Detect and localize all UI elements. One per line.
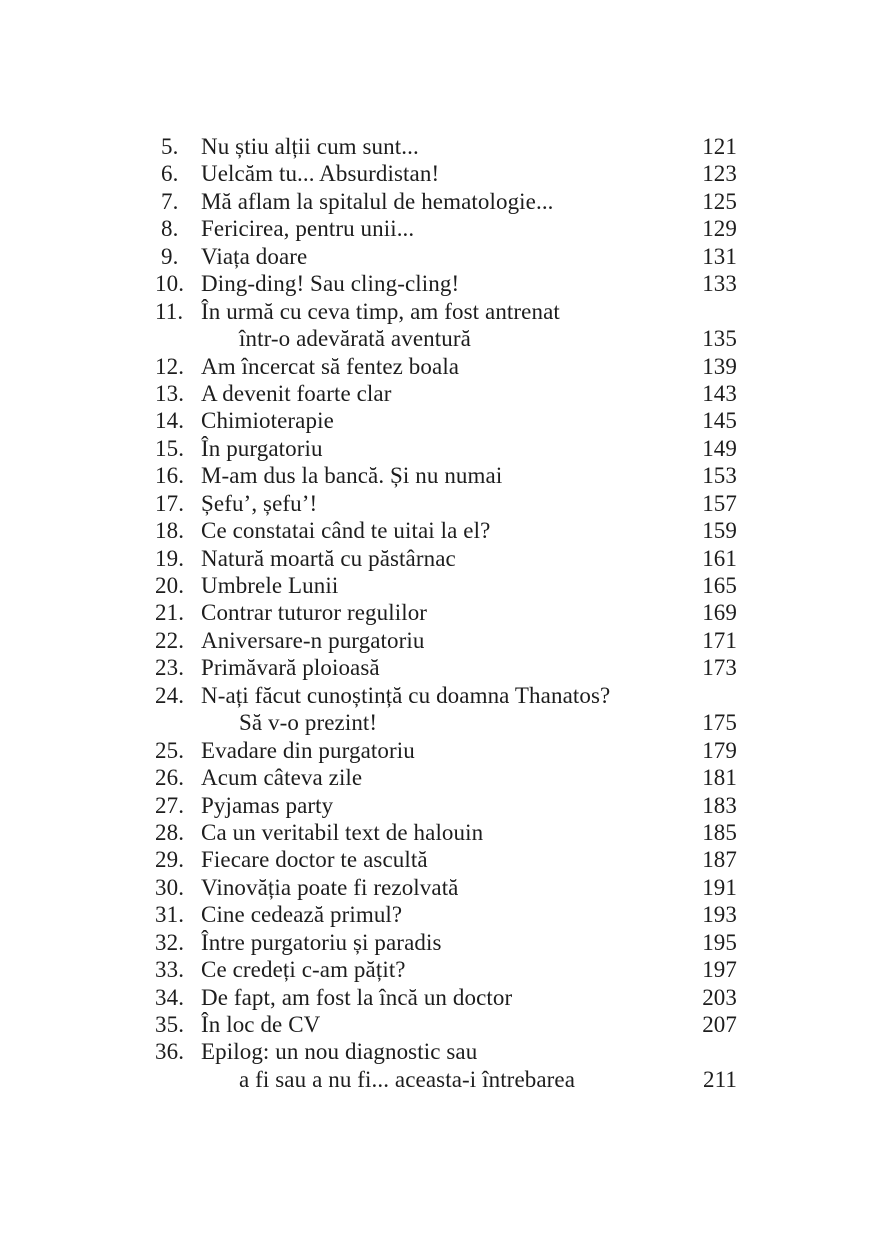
- entry-number: 13.: [155, 380, 185, 406]
- entry-number: 25.: [155, 737, 185, 763]
- entry-title: În purgatoriu: [201, 435, 323, 461]
- toc-entry-line: [155, 682, 737, 709]
- entry-page-number: 161: [702, 545, 737, 571]
- entry-number: 30.: [155, 874, 185, 900]
- entry-page-number: 207: [702, 1012, 737, 1037]
- entry-page-number: 173: [702, 655, 737, 681]
- toc-entry-line: [155, 243, 737, 270]
- entry-number: 15.: [155, 435, 185, 461]
- toc-entry-line: [155, 1011, 737, 1038]
- toc-entry-line: [155, 490, 737, 517]
- entry-number: 12.: [155, 353, 185, 379]
- entry-page-number: 165: [702, 573, 737, 598]
- entry-page-number: 193: [702, 902, 737, 928]
- entry-page-number: 195: [702, 929, 737, 955]
- entry-page-number: 197: [702, 957, 737, 983]
- entry-number: 28.: [155, 819, 185, 845]
- entry-title: Chimioterapie: [201, 408, 334, 434]
- entry-page-number: 191: [702, 874, 737, 900]
- entry-number: 26.: [155, 765, 185, 791]
- entry-title: Uelcăm tu... Absurdistan!: [201, 161, 440, 187]
- entry-title: Acum câteva zile: [201, 765, 363, 791]
- toc-entry-line: [155, 133, 737, 160]
- entry-title: Natură moartă cu păstârnac: [201, 545, 456, 571]
- entry-title: Evadare din purgatoriu: [201, 737, 415, 763]
- entry-title: Șefu’, șefu’!: [201, 490, 318, 516]
- toc-entry-line: [155, 462, 737, 489]
- entry-title: Ce credeți c-am pățit?: [201, 957, 406, 983]
- entry-title: Pyjamas party: [201, 792, 334, 818]
- entry-number: 18.: [155, 518, 185, 544]
- entry-title-continuation: Să v-o prezint!: [239, 710, 378, 736]
- entry-number: 5.: [161, 134, 179, 159]
- entry-page-number: 129: [702, 216, 737, 242]
- toc-entry-line: [155, 435, 737, 462]
- entry-page-number: 175: [702, 710, 737, 736]
- entry-number: 9.: [161, 243, 179, 269]
- entry-title-continuation: într-o adevărată aventură: [239, 326, 471, 352]
- entry-number: 24.: [155, 682, 185, 708]
- entry-title: Viața doare: [201, 243, 308, 269]
- entry-number: 21.: [155, 600, 185, 626]
- toc-entry-line: [155, 929, 737, 956]
- toc-entry-line: [155, 956, 737, 983]
- entry-number: 10.: [155, 271, 185, 297]
- entry-page-number: 181: [702, 765, 737, 791]
- entry-page-number: 139: [702, 353, 737, 379]
- entry-page-number: 149: [702, 435, 737, 461]
- toc-entry-line: [155, 517, 737, 544]
- entry-title: Ding-ding! Sau cling-cling!: [201, 271, 460, 297]
- entry-number: 27.: [155, 792, 185, 818]
- entry-page-number: 211: [703, 1066, 737, 1092]
- entry-page-number: 121: [702, 134, 737, 159]
- toc-entry-line: [155, 984, 737, 1011]
- toc-entry-line: [155, 792, 737, 819]
- entry-title: Ce constatai când te uitai la el?: [201, 518, 491, 544]
- entry-title: Primăvară ploioasă: [201, 655, 380, 681]
- entry-title: Cine cedează primul?: [201, 902, 403, 928]
- entry-title: Contrar tuturor regulilor: [201, 600, 428, 626]
- entry-title: Umbrele Lunii: [201, 573, 339, 598]
- entry-title: Fiecare doctor te ascultă: [201, 847, 428, 873]
- entry-number: 14.: [155, 408, 185, 434]
- entry-page-number: 185: [702, 819, 737, 845]
- toc-entry-line: [155, 764, 737, 791]
- entry-number: 8.: [161, 216, 179, 242]
- entry-title: Epilog: un nou diagnostic sau: [201, 1039, 478, 1065]
- entry-page-number: 159: [702, 518, 737, 544]
- entry-page-number: 143: [702, 380, 737, 406]
- entry-title: N-ați făcut cunoștință cu doamna Thanatos?: [201, 682, 611, 708]
- toc-entry-line: [155, 572, 737, 599]
- entry-page-number: 157: [702, 490, 737, 516]
- entry-title: Fericirea, pentru unii...: [201, 216, 415, 242]
- entry-title: De fapt, am fost la încă un doctor: [201, 984, 513, 1010]
- entry-title: Vinovăția poate fi rezolvată: [201, 874, 459, 900]
- toc-entry-line: [155, 846, 737, 873]
- entry-page-number: 131: [702, 243, 737, 269]
- toc-entry-line: [155, 160, 737, 187]
- entry-number: 16.: [155, 463, 185, 489]
- entry-number: 29.: [155, 847, 185, 873]
- entry-title: Ca un veritabil text de halouin: [201, 819, 484, 845]
- toc-entry-line: [155, 901, 737, 928]
- entry-page-number: 179: [702, 737, 737, 763]
- toc-entry-line: [155, 407, 737, 434]
- toc-entry-line: [155, 325, 737, 352]
- toc-entry-line: [155, 545, 737, 572]
- entry-title: Nu știu alții cum sunt...: [201, 134, 419, 159]
- toc-entry-line: [155, 874, 737, 901]
- entry-number: 33.: [155, 957, 185, 983]
- entry-title: Între purgatoriu și paradis: [201, 929, 442, 955]
- entry-title: În loc de CV: [201, 1012, 321, 1037]
- entry-number: 19.: [155, 545, 185, 571]
- entry-page-number: 123: [702, 161, 737, 187]
- entry-page-number: 153: [702, 463, 737, 489]
- toc-entry-line: [155, 709, 737, 736]
- toc-entry-line: [155, 188, 737, 215]
- toc-entry-line: [155, 270, 737, 297]
- entry-number: 7.: [161, 188, 179, 214]
- entry-page-number: 135: [702, 326, 737, 352]
- toc-entry-line: [155, 819, 737, 846]
- entry-number: 36.: [155, 1039, 185, 1065]
- entry-number: 34.: [155, 984, 185, 1010]
- entry-number: 23.: [155, 655, 185, 681]
- entry-title: În urmă cu ceva timp, am fost antrenat: [201, 298, 560, 324]
- entry-number: 20.: [155, 573, 185, 598]
- entry-number: 32.: [155, 929, 185, 955]
- entry-page-number: 203: [702, 984, 737, 1010]
- entry-page-number: 187: [702, 847, 737, 873]
- entry-title: Aniversare-n purgatoriu: [201, 627, 425, 653]
- entry-page-number: 125: [702, 188, 737, 214]
- entry-number: 31.: [155, 902, 185, 928]
- entry-number: 22.: [155, 627, 185, 653]
- entry-page-number: 145: [702, 408, 737, 434]
- toc-entry-line: [155, 599, 737, 626]
- entry-title: Mă aflam la spitalul de hematologie...: [201, 188, 554, 214]
- toc-entry-line: [155, 1038, 737, 1065]
- entry-title: A devenit foarte clar: [201, 380, 392, 406]
- toc-entry-line: [155, 353, 737, 380]
- entry-number: 6.: [161, 161, 179, 187]
- toc-entry-line: [155, 215, 737, 242]
- entry-page-number: 171: [702, 627, 737, 653]
- toc-entry-line: [155, 737, 737, 764]
- entry-page-number: 169: [702, 600, 737, 626]
- entry-title: Am încercat să fentez boala: [201, 353, 460, 379]
- toc-list: [155, 133, 737, 1093]
- toc-entry-line: [155, 380, 737, 407]
- entry-page-number: 133: [702, 271, 737, 297]
- entry-number: 11.: [155, 298, 184, 324]
- entry-page-number: 183: [702, 792, 737, 818]
- toc-entry-line: [155, 298, 737, 325]
- entry-title: M-am dus la bancă. Și nu numai: [201, 463, 503, 489]
- entry-title-continuation: a fi sau a nu fi... aceasta-i întrebarea: [239, 1066, 576, 1092]
- toc-entry-line: [155, 654, 737, 681]
- entry-number: 17.: [155, 490, 185, 516]
- toc-entry-line: [155, 1066, 737, 1093]
- entry-number: 35.: [155, 1012, 185, 1037]
- toc-entry-line: [155, 627, 737, 654]
